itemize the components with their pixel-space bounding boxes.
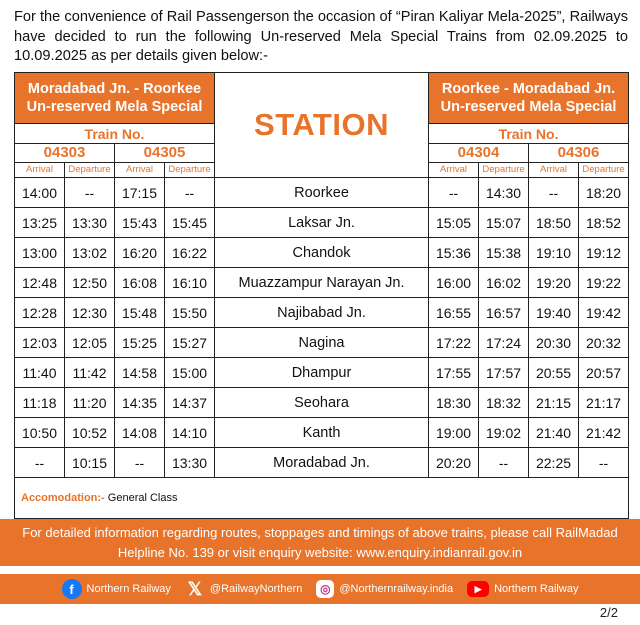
departure-label: Departure <box>65 163 115 178</box>
time-cell: 15:43 <box>115 208 165 238</box>
time-cell: 17:15 <box>115 178 165 208</box>
social-label: Northern Railway <box>494 583 579 595</box>
arrival-label: Arrival <box>115 163 165 178</box>
time-cell: 22:25 <box>529 448 579 478</box>
time-cell: 20:20 <box>429 448 479 478</box>
time-cell: 10:50 <box>15 418 65 448</box>
time-cell: 21:15 <box>529 388 579 418</box>
time-cell: 14:37 <box>165 388 215 418</box>
youtube-icon: ▶ <box>467 581 489 597</box>
time-cell: 13:30 <box>65 208 115 238</box>
arrival-label: Arrival <box>429 163 479 178</box>
social-youtube[interactable] <box>467 581 578 597</box>
time-cell: 14:58 <box>115 358 165 388</box>
train-number: 04305 <box>115 144 215 163</box>
time-cell: 16:10 <box>165 268 215 298</box>
time-cell: 19:00 <box>429 418 479 448</box>
social-x[interactable] <box>185 579 302 599</box>
time-cell: 15:25 <box>115 328 165 358</box>
time-cell: 16:20 <box>115 238 165 268</box>
time-cell: 11:40 <box>15 358 65 388</box>
time-cell: 15:27 <box>165 328 215 358</box>
social-label: @Northernrailway.india <box>339 583 454 595</box>
facebook-icon: f <box>62 579 82 599</box>
departure-label: Departure <box>579 163 629 178</box>
time-cell: 10:15 <box>65 448 115 478</box>
time-cell: -- <box>15 448 65 478</box>
train-number: 04306 <box>529 144 629 163</box>
departure-label: Departure <box>479 163 529 178</box>
time-cell: 19:22 <box>579 268 629 298</box>
time-cell: 12:50 <box>65 268 115 298</box>
time-cell: 15:05 <box>429 208 479 238</box>
time-cell: 19:42 <box>579 298 629 328</box>
left-train-no-label: Train No. <box>15 124 215 144</box>
arrival-label: Arrival <box>529 163 579 178</box>
time-cell: -- <box>65 178 115 208</box>
arrival-label: Arrival <box>15 163 65 178</box>
table-row <box>15 418 629 448</box>
table-row <box>15 178 629 208</box>
accommodation-label: Accomodation:- <box>21 492 105 504</box>
time-cell: 13:00 <box>15 238 65 268</box>
time-cell: 14:10 <box>165 418 215 448</box>
time-cell: 19:02 <box>479 418 529 448</box>
time-cell: 17:55 <box>429 358 479 388</box>
station-heading: STATION <box>215 73 429 178</box>
station-name: Chandok <box>215 238 429 268</box>
time-cell: 19:12 <box>579 238 629 268</box>
time-cell: 14:35 <box>115 388 165 418</box>
time-cell: 14:30 <box>479 178 529 208</box>
table-row <box>15 298 629 328</box>
time-cell: 13:30 <box>165 448 215 478</box>
time-cell: 12:48 <box>15 268 65 298</box>
time-cell: 16:57 <box>479 298 529 328</box>
table-row <box>15 208 629 238</box>
x-icon: 𝕏 <box>187 578 203 599</box>
station-name: Kanth <box>215 418 429 448</box>
right-service-header: Roorkee - Moradabad Jn. Un-reserved Mela Special <box>429 73 629 124</box>
train-number: 04304 <box>429 144 529 163</box>
time-cell: 16:00 <box>429 268 479 298</box>
time-cell: 18:50 <box>529 208 579 238</box>
station-name: Nagina <box>215 328 429 358</box>
station-name: Moradabad Jn. <box>215 448 429 478</box>
time-cell: 21:17 <box>579 388 629 418</box>
time-cell: 20:57 <box>579 358 629 388</box>
time-cell: 14:08 <box>115 418 165 448</box>
time-cell: 18:20 <box>579 178 629 208</box>
time-cell: 16:02 <box>479 268 529 298</box>
time-cell: 15:07 <box>479 208 529 238</box>
time-cell: 19:10 <box>529 238 579 268</box>
accommodation-value: General Class <box>107 492 178 504</box>
station-name: Dhampur <box>215 358 429 388</box>
instagram-icon: ◎ <box>316 580 334 598</box>
table-row <box>15 238 629 268</box>
station-name: Roorkee <box>215 178 429 208</box>
intro-paragraph: For the convenience of Rail Passengerson the occasion of “Piran Kaliyar Mela-2025”, Railways have decided to run the following Un-reserved Mela Special Trains from 02.09.2025 to 10.09.2025 as per details given below:- <box>14 9 628 64</box>
time-cell: -- <box>529 178 579 208</box>
table-row <box>15 358 629 388</box>
time-cell: 17:57 <box>479 358 529 388</box>
station-name: Najibabad Jn. <box>215 298 429 328</box>
right-train-no-label: Train No. <box>429 124 629 144</box>
table-row <box>15 328 629 358</box>
page-number: 2/2 <box>599 605 618 620</box>
social-label: Northern Railway <box>86 583 171 595</box>
station-name: Laksar Jn. <box>215 208 429 238</box>
table-row <box>15 388 629 418</box>
time-cell: 15:36 <box>429 238 479 268</box>
table-row <box>15 448 629 478</box>
time-cell: -- <box>115 448 165 478</box>
helpline-banner: For detailed information regarding routes, stoppages and timings of above trains, please call RailMadad Helpline No. 139 or visit enquiry website: www.enquiry.indianrail.gov.in <box>0 519 640 566</box>
time-cell: 20:32 <box>579 328 629 358</box>
time-cell: 14:00 <box>15 178 65 208</box>
time-cell: 12:28 <box>15 298 65 328</box>
time-cell: 15:50 <box>165 298 215 328</box>
social-bar <box>0 574 640 604</box>
time-cell: 15:38 <box>479 238 529 268</box>
station-name: Seohara <box>215 388 429 418</box>
time-cell: 12:05 <box>65 328 115 358</box>
time-cell: 15:45 <box>165 208 215 238</box>
time-cell: -- <box>479 448 529 478</box>
time-cell: 18:52 <box>579 208 629 238</box>
time-cell: 18:30 <box>429 388 479 418</box>
time-cell: 15:00 <box>165 358 215 388</box>
time-cell: 11:18 <box>15 388 65 418</box>
time-cell: 13:02 <box>65 238 115 268</box>
accommodation-cell <box>15 478 629 519</box>
time-cell: 11:20 <box>65 388 115 418</box>
time-cell: -- <box>579 448 629 478</box>
time-cell: 17:24 <box>479 328 529 358</box>
left-service-header: Moradabad Jn. - Roorkee Un-reserved Mela Special <box>15 73 215 124</box>
time-cell: 19:40 <box>529 298 579 328</box>
departure-label: Departure <box>165 163 215 178</box>
accommodation-row <box>15 478 629 519</box>
social-instagram[interactable] <box>316 580 453 598</box>
time-cell: 21:40 <box>529 418 579 448</box>
time-cell: 10:52 <box>65 418 115 448</box>
time-cell: 20:55 <box>529 358 579 388</box>
time-cell: 16:22 <box>165 238 215 268</box>
time-cell: 13:25 <box>15 208 65 238</box>
time-cell: 18:32 <box>479 388 529 418</box>
time-cell: 12:30 <box>65 298 115 328</box>
time-cell: 15:48 <box>115 298 165 328</box>
time-cell: 17:22 <box>429 328 479 358</box>
time-cell: -- <box>165 178 215 208</box>
time-cell: 20:30 <box>529 328 579 358</box>
table-row <box>15 268 629 298</box>
time-cell: 12:03 <box>15 328 65 358</box>
time-cell: 19:20 <box>529 268 579 298</box>
timetable <box>14 72 629 519</box>
time-cell: -- <box>429 178 479 208</box>
station-name: Muazzampur Narayan Jn. <box>215 268 429 298</box>
time-cell: 21:42 <box>579 418 629 448</box>
social-label: @RailwayNorthern <box>209 583 303 595</box>
time-cell: 16:08 <box>115 268 165 298</box>
train-number: 04303 <box>15 144 115 163</box>
time-cell: 11:42 <box>65 358 115 388</box>
time-cell: 16:55 <box>429 298 479 328</box>
social-facebook[interactable] <box>62 579 171 599</box>
